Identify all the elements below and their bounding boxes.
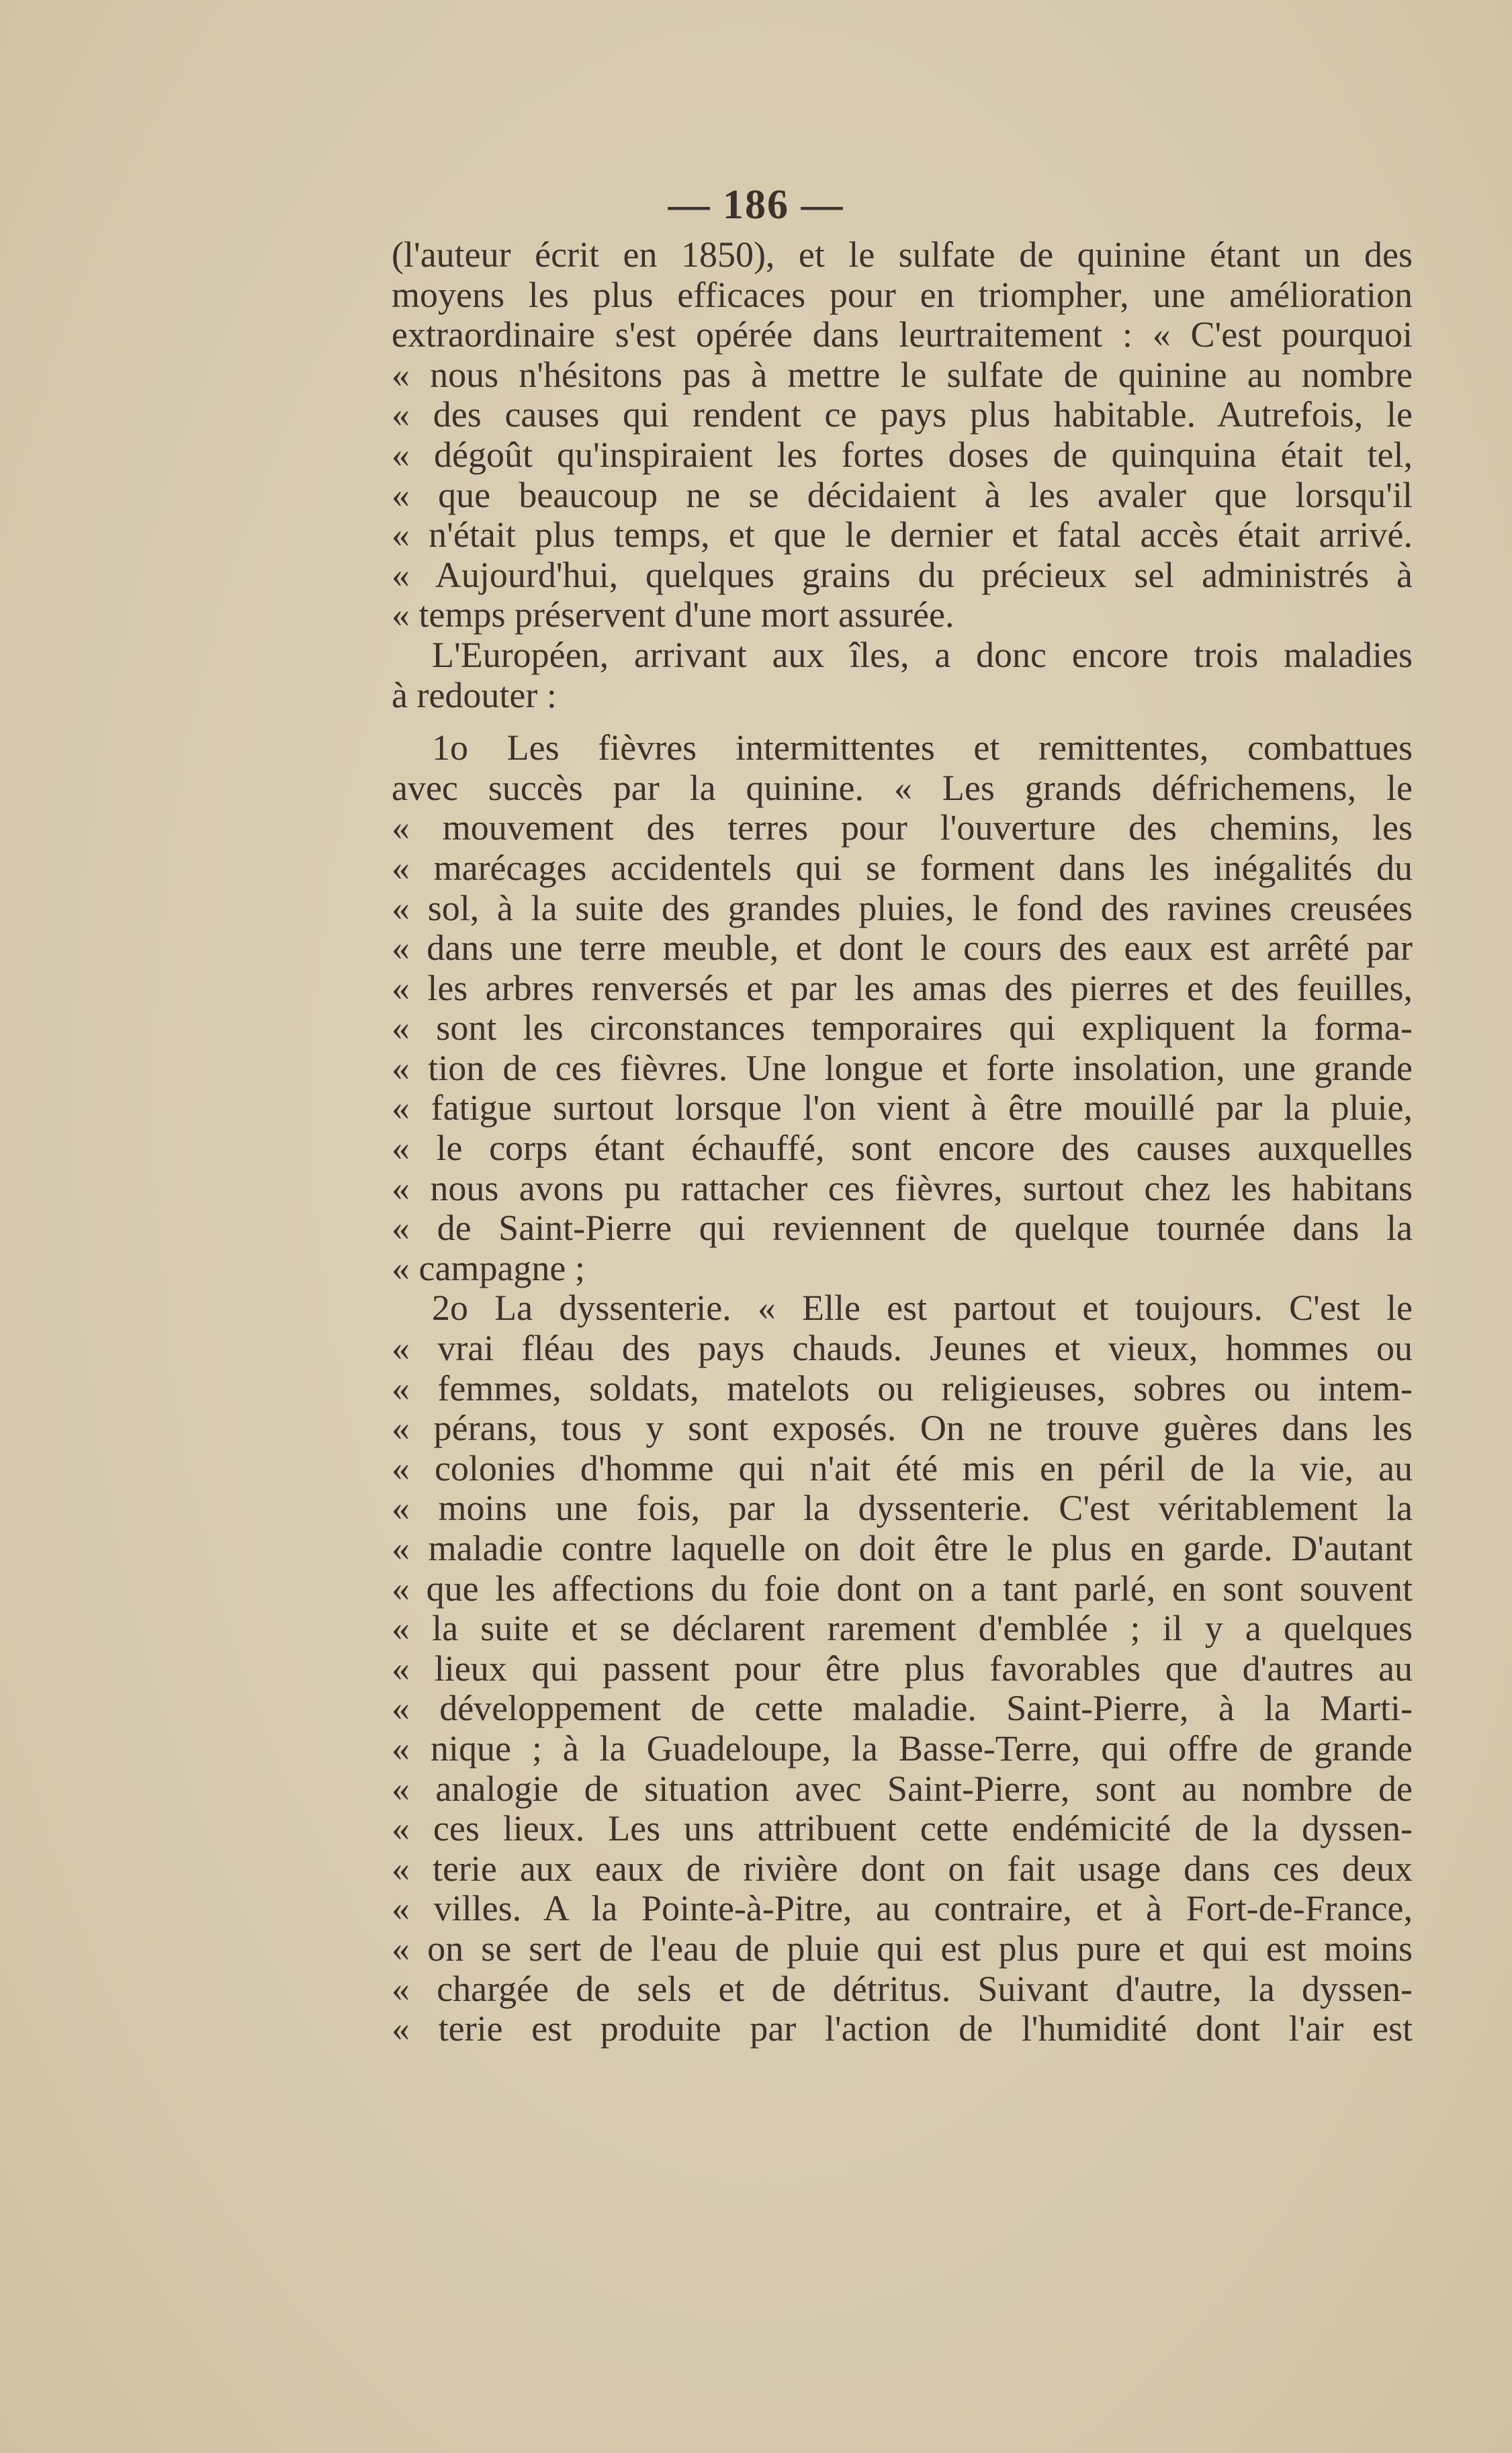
text-line: « villes. A la Pointe-à-Pitre, au contraire, et à Fort-de-France, <box>392 1888 1413 1929</box>
text-line: à redouter : <box>392 674 557 715</box>
text-line: 1o Les fièvres intermittentes et remittentes, combattues <box>432 727 1413 768</box>
text-line: « colonies d'homme qui n'ait été mis en péril de la vie, au <box>392 1447 1413 1488</box>
text-line: « maladie contre laquelle on doit être le plus en garde. D'autant <box>392 1528 1413 1568</box>
body-text <box>392 235 1413 2049</box>
text-line: « analogie de situation avec Saint-Pierre, sont au nombre de <box>392 1768 1413 1809</box>
text-line: « campagne ; <box>392 1247 585 1288</box>
text-line: « pérans, tous y sont exposés. On ne trouve guères dans les <box>392 1408 1413 1449</box>
text-line: « Aujourd'hui, quelques grains du précieux sel administrés à <box>392 554 1413 595</box>
text-line: « nous n'hésitons pas à mettre le sulfate de quinine au nombre <box>392 354 1413 395</box>
text-line: « nique ; à la Guadeloupe, la Basse-Terre, qui offre de grande <box>392 1728 1413 1769</box>
text-line: « femmes, soldats, matelots ou religieuses, sobres ou intem- <box>392 1368 1413 1409</box>
text-line: « sont les circonstances temporaires qui expliquent la forma- <box>392 1008 1413 1049</box>
text-line: « temps préservent d'une mort assurée. <box>392 594 954 635</box>
text-line: « développement de cette maladie. Saint-Pierre, à la Marti- <box>392 1688 1413 1729</box>
text-line: « la suite et se déclarent rarement d'emblée ; il y a quelques <box>392 1608 1413 1649</box>
text-line: « mouvement des terres pour l'ouverture des chemins, les <box>392 807 1413 848</box>
text-line: « dégoût qu'inspiraient les fortes doses de quinquina était tel, <box>392 434 1413 475</box>
page-number: — 186 — <box>668 182 844 228</box>
text-line: « chargée de sels et de détritus. Suivant d'autre, la dyssen- <box>392 1968 1413 2009</box>
text-line: 2o La dyssenterie. « Elle est partout et toujours. C'est le <box>432 1288 1413 1329</box>
text-line: « tion de ces fièvres. Une longue et forte insolation, une grande <box>392 1047 1413 1088</box>
text-line: L'Européen, arrivant aux îles, a donc encore trois maladies <box>432 634 1413 675</box>
text-line: « sol, à la suite des grandes pluies, le fond des ravines creusées <box>392 887 1413 928</box>
text-line: « ces lieux. Les uns attribuent cette endémicité de la dyssen- <box>392 1808 1413 1849</box>
text-line: « terie est produite par l'action de l'humidité dont l'air est <box>392 2008 1413 2049</box>
text-line: « dans une terre meuble, et dont le cours des eaux est arrêté par <box>392 928 1413 969</box>
text-line: « vrai fléau des pays chauds. Jeunes et vieux, hommes ou <box>392 1328 1413 1369</box>
text-line: « marécages accidentels qui se forment dans les inégalités du <box>392 847 1413 888</box>
text-line: avec succès par la quinine. « Les grands défrichemens, le <box>392 767 1413 808</box>
text-line: « n'était plus temps, et que le dernier et fatal accès était arrivé. <box>392 515 1413 555</box>
text-line: « de Saint-Pierre qui reviennent de quelque tournée dans la <box>392 1208 1413 1249</box>
text-line: « moins une fois, par la dyssenterie. C'est véritablement la <box>392 1488 1413 1529</box>
text-line: « que beaucoup ne se décidaient à les avaler que lorsqu'il <box>392 474 1413 515</box>
text-line: « nous avons pu rattacher ces fièvres, surtout chez les habitans <box>392 1167 1413 1208</box>
text-line: « que les affections du foie dont on a tant parlé, en sont souvent <box>392 1568 1413 1609</box>
text-line: moyens les plus efficaces pour en triompher, une amélioration <box>392 274 1413 315</box>
text-line: « fatigue surtout lorsque l'on vient à être mouillé par la pluie, <box>392 1087 1413 1128</box>
text-line: (l'auteur écrit en 1850), et le sulfate de quinine étant un des <box>392 234 1413 275</box>
text-line: extraordinaire s'est opérée dans leurtraitement : « C'est pourquoi <box>392 314 1413 355</box>
text-line: « on se sert de l'eau de pluie qui est plus pure et qui est moins <box>392 1928 1413 1969</box>
text-line: « des causes qui rendent ce pays plus habitable. Autrefois, le <box>392 394 1413 435</box>
text-line: « les arbres renversés et par les amas des pierres et des feuilles, <box>392 967 1413 1008</box>
text-line: « le corps étant échauffé, sont encore des causes auxquelles <box>392 1128 1413 1169</box>
text-line: « terie aux eaux de rivière dont on fait usage dans ces deux <box>392 1848 1413 1889</box>
text-line: « lieux qui passent pour être plus favorables que d'autres au <box>392 1648 1413 1689</box>
